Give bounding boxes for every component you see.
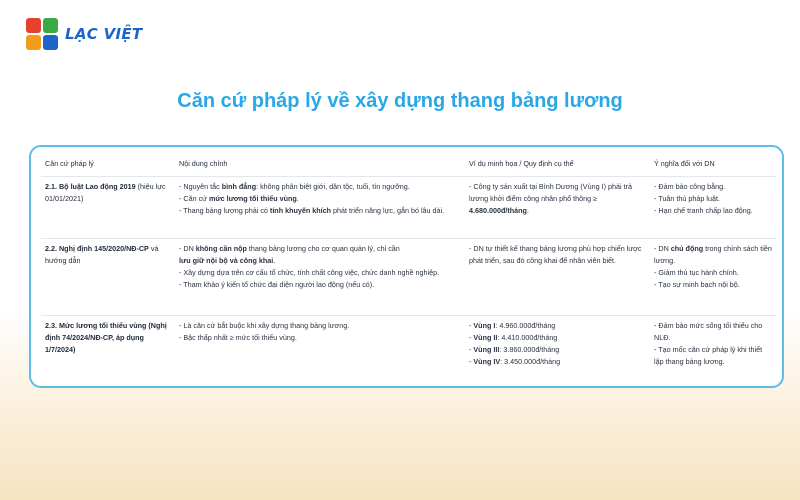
cell-line: [654, 181, 772, 193]
legal-basis-table-card: [29, 145, 784, 388]
cell-line: [179, 181, 461, 193]
logo-icon: [26, 18, 58, 50]
cell-line: [654, 193, 772, 205]
cell-line: [179, 279, 461, 291]
cell-line: [179, 332, 461, 344]
emphasis-text: 4.680.000đ/tháng: [469, 206, 527, 215]
emphasis-text: Vùng IV: [473, 357, 501, 366]
emphasis-text: Vùng II: [473, 333, 498, 342]
header-legal-basis: Căn cứ pháp lý: [41, 153, 175, 177]
cell-line: [179, 320, 461, 332]
line-text: trong chính sách tiền lương.: [654, 244, 772, 265]
table-row: [41, 177, 776, 239]
cell-line: [654, 267, 772, 279]
line-text: phát triển năng lực, gắn bó lâu dài.: [331, 206, 445, 215]
line-text: - Xây dựng dựa trên cơ cấu tổ chức, tính chất công việc, chức danh nghề nghiệp.: [179, 268, 440, 277]
line-text: -: [469, 333, 474, 342]
line-text: -: [469, 321, 474, 330]
legal-basis-title: 2.2. Nghị định 145/2020/NĐ-CP: [45, 244, 149, 253]
line-text: - Hạn chế tranh chấp lao động.: [654, 206, 753, 215]
line-text: - Giảm thủ tục hành chính.: [654, 268, 739, 277]
line-text: - Đảm bảo công bằng.: [654, 182, 726, 191]
page-title: Căn cứ pháp lý về xây dựng thang bảng lương: [177, 90, 623, 112]
cell-meaning: [650, 239, 776, 316]
cell-meaning: [650, 316, 776, 382]
line-text: : không phân biệt giới, dân tộc, tuổi, tín ngưỡng.: [256, 182, 410, 191]
table-row: [41, 239, 776, 316]
emphasis-text: tính khuyến khích: [269, 206, 332, 215]
emphasis-text: Vùng III: [473, 345, 500, 354]
cell-line: [469, 181, 646, 217]
table-header-row: [41, 153, 776, 177]
legal-basis-note: (hiệu lực 01/01/2021): [45, 182, 166, 203]
brand-logo: [26, 18, 142, 50]
line-text: .: [296, 194, 299, 203]
cell-example: [465, 177, 650, 239]
cell-meaning: [650, 177, 776, 239]
emphasis-text: mức lương tối thiểu vùng: [208, 194, 297, 203]
header-main-content: Nội dung chính: [175, 153, 465, 177]
cell-line: [654, 344, 772, 368]
cell-line: [654, 320, 772, 344]
cell-line: [179, 243, 461, 255]
emphasis-text: bình đẳng: [221, 182, 257, 191]
line-text: - Căn cứ: [179, 194, 209, 203]
emphasis-text: không cần nộp: [195, 244, 247, 253]
cell-line: [654, 205, 772, 217]
legal-basis-note: và hướng dẫn: [45, 244, 159, 265]
cell-line: [469, 344, 646, 356]
line-text: : 3.450.000đ/tháng: [500, 357, 561, 366]
header-meaning: Ý nghĩa đối với DN: [650, 153, 776, 177]
line-text: - Công ty sản xuất tại Bình Dương (Vùng I) phải trả lương khởi điểm công nhân phổ thông ≥: [469, 182, 632, 203]
line-text: - DN tự thiết kế thang bảng lương phù hợp chiến lược phát triển, sau đó công khai để nhân viên biết.: [469, 244, 642, 265]
line-text: -: [469, 357, 474, 366]
line-text: : 4.960.000đ/tháng: [495, 321, 556, 330]
line-text: - Là căn cứ bắt buộc khi xây dựng thang bảng lương.: [179, 321, 350, 330]
line-text: - Tạo sự minh bạch nội bộ.: [654, 280, 740, 289]
cell-line: [469, 320, 646, 332]
cell-line: [179, 205, 461, 217]
line-text: - Tham khảo ý kiến tổ chức đại diện người lao động (nếu có).: [179, 280, 375, 289]
line-text: .: [273, 256, 276, 265]
legal-basis-title: 2.1. Bộ luật Lao động 2019: [45, 182, 136, 191]
legal-basis-title: 2.3. Mức lương tối thiểu vùng (Nghị định 74/2024/NĐ-CP, áp dụng 1/7/2024): [45, 321, 167, 354]
brand-name: LẠC VIỆT: [65, 25, 143, 43]
line-text: .: [526, 206, 529, 215]
cell-legal-basis: [41, 177, 175, 239]
cell-legal-basis: [41, 239, 175, 316]
cell-line: [179, 267, 461, 279]
cell-example: [465, 316, 650, 382]
cell-line: [179, 255, 461, 267]
line-text: - Bậc thấp nhất ≥ mức tối thiểu vùng.: [179, 333, 297, 342]
legal-basis-table: [41, 153, 776, 382]
line-text: - Tuân thủ pháp luật.: [654, 194, 720, 203]
line-text: : 3.860.000đ/tháng: [499, 345, 560, 354]
line-text: - Đảm bảo mức sống tối thiểu cho NLĐ.: [654, 321, 763, 342]
line-text: - DN: [654, 244, 671, 253]
cell-line: [654, 243, 772, 267]
header-example: Ví dụ minh họa / Quy định cụ thể: [465, 153, 650, 177]
cell-line: [469, 243, 646, 267]
cell-line: [469, 332, 646, 344]
line-text: -: [469, 345, 474, 354]
emphasis-text: Vùng I: [473, 321, 496, 330]
cell-main-content: [175, 239, 465, 316]
line-text: - Thang bảng lương phải có: [179, 206, 270, 215]
line-text: - Tạo mốc căn cứ pháp lý khi thiết lập thang bảng lương.: [654, 345, 763, 366]
table-row: [41, 316, 776, 382]
cell-line: [469, 356, 646, 368]
line-text: thang bảng lương cho cơ quan quản lý, chỉ cần: [246, 244, 400, 253]
cell-legal-basis: [41, 316, 175, 382]
cell-line: [179, 193, 461, 205]
cell-main-content: [175, 316, 465, 382]
line-text: : 4.410.000đ/tháng: [497, 333, 558, 342]
cell-main-content: [175, 177, 465, 239]
cell-example: [465, 239, 650, 316]
emphasis-text: lưu giữ nội bộ và công khai: [179, 256, 274, 265]
line-text: - Nguyên tắc: [179, 182, 222, 191]
cell-line: [654, 279, 772, 291]
emphasis-text: chủ động: [670, 244, 704, 253]
line-text: - DN: [179, 244, 196, 253]
